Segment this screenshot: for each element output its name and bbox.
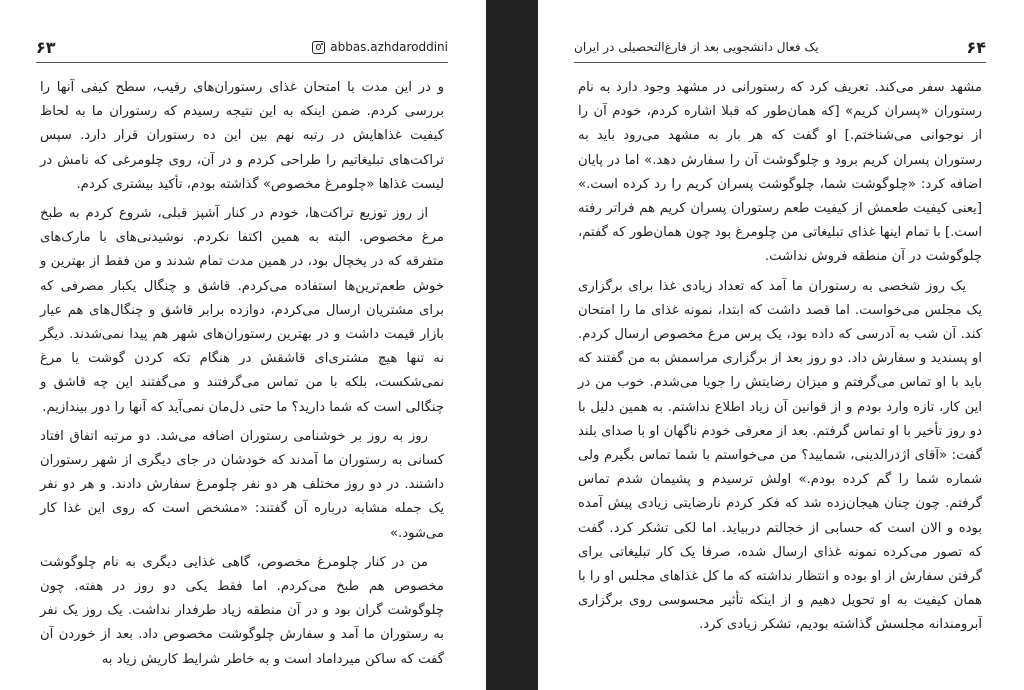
book-gutter	[486, 0, 538, 690]
paragraph: روز به روز بر خوشنامی رستوران اضافه می‌شد. دو مرتبه اتفاق افتاد کسانی به رستوران ما آمدند که خودشان در جای دیگری از شهر رستوران داشتند. در دو روز مختلف هر دو نفر چلومرغ سفارش دادند. و هر دو نفر یک جمله مشابه درباره آن گفتند: «مشخص است که روی این غذا کار می‌شود.»	[40, 428, 444, 541]
paragraph: و در این مدت با امتحان غذای رستوران‌های رقیب، سطح کیفی آنها را بررسی کردم. ضمن اینکه به این نتیجه رسیدم که رستوران ما به لحاظ کیفیت غذاهایش در رتبه نهم بین این ده رستوران قرار دارد. سپس تراکت‌های تبلیغاتیم را طراحی کردم و در آن، روی چلومرغی که نامش در لیست غذاها «چلومرغ مخصوص» گذاشته بودم، تأکید بیشتری کردم.	[40, 80, 444, 192]
paragraph: از روز توزیع تراکت‌ها، خودم در کنار آشپز قبلی، شروع کردم به طبخ مرغ مخصوص. البته به همین اکتفا نکردم. نوشیدنی‌های با مارک‌های متفرقه که در یخچال بود، در همین مدت تمام شدند و من فقط از بهترین و خوش طعم‌ترین‌ها استفاده می‌کردم. قاشق و چنگال یکبار مصرفی که برای مشتریان ارسال می‌کردم، دوازده برابر قاشق و چنگال‌های هم عیار بازار قیمت داشت و در بهترین رستوران‌های شهر هم پیدا نمی‌شدند. دیگر نه تنها هیچ مشتری‌ای قاشقش در هنگام تکه کردن گوشت یا مرغ نمی‌شکست، بلکه با من تماس می‌گرفتند و می‌گفتند این چه قاشق و چنگالی است که شما دارید؟ ما حتی دل‌مان نمی‌آید که آنها را دور بیندازیم.	[40, 206, 444, 415]
header-rule	[574, 62, 986, 63]
header-rule	[36, 62, 448, 63]
page-number: ۶۳	[36, 38, 56, 57]
author-handle-text: abbas.azhdaroddini	[330, 40, 448, 54]
page-number: ۶۴	[966, 38, 986, 57]
paragraph: مشهد سفر می‌کند. تعریف کرد که رستورانی در مشهد وجود دارد به نام رستوران «پسران کریم» [که همان‌طور که قبلا اشاره کردم، خودم آن را از نوجوانی می‌شناختم.] او گفت که هر بار به مشهد می‌رود باید به رستوران پسران کریم برود و چلوگوشت آن را سفارش دهد.» اما در پایان اضافه کرد: «چلوگوشت شما، چلوگوشت پسران کریم را رد کرده است.» [یعنی کیفیت طعمش از کیفیت طعم رستوران پسران کریم هم فراتر رفته است.] با تمام اینها غذای تبلیغاتی من چلومرغ بود چون همان‌طور که گفتم، چلوگوشت در آن منطقه فروش نداشت.	[578, 80, 982, 265]
page-body	[578, 76, 982, 643]
page-header	[36, 38, 448, 60]
paragraph: یک روز شخصی به رستوران ما آمد که تعداد زیادی غذا برای برگزاری یک مجلس می‌خواست. اما قصد داشت که ابتدا، نمونه غذای ما را امتحان کند. آن شب به آدرسی که داده بود، یک پرس مرغ مخصوص ارسال کردم. او پسندید و سفارش داد. دو روز بعد از برگزاری مراسمش به من گفتند که باید با او تماس می‌گرفتم و میزان رضایتش را جویا می‌شدم. خوب من در این کار، تازه وارد بودم و از قوانین آن زیاد اطلاع نداشتم. به همین دلیل با دو روز تأخیر با او تماس گرفتم. بعد از معرفی خودم ناگهان او با صدای بلند گفت: «آقای اژدرالدینی، شمایید؟ من می‌خواستم با شما تماس بگیرم ولی شماره شما را گم کرده بودم.» اولش ترسیدم و پشیمان شدم تماس گرفتم. چون چنان هیجان‌زده شد که فکر کردم نارضایتی زیادی پیش آمده بوده و الان است که حسابی از خجالتم دربیاید. اما لکی تشکر کرد. گفت که تصور می‌کرده نمونه غذای ارسال شده، صرفا یک کار تبلیغاتی برای گرفتن سفارش از او بوده و انتظار نداشته که ما کل غذاهای مجلس او را با همان کیفیت به او تحویل دهیم و از اینکه تأثیر محسوسی روی برگزاری آبرومندانه مجلسش گذاشته بودیم، تشکر زیادی کرد.	[578, 278, 982, 633]
book-title: یک فعال دانشجویی بعد از فارغ‌التحصیلی در ایران	[574, 40, 819, 54]
right-page	[538, 0, 1024, 690]
left-page	[0, 0, 486, 690]
author-handle	[312, 40, 448, 54]
page-header	[574, 38, 986, 60]
instagram-icon	[312, 41, 325, 54]
paragraph: من در کنار چلومرغ مخصوص، گاهی غذایی دیگری به نام چلوگوشت مخصوص هم طبخ می‌کردم. اما فقط یکی دو روز در هفته. چون چلوگوشت گران بود و در آن منطقه زیاد طرفدار نداشت. یک روز یک نفر به رستوران ما آمد و سفارش چلوگوشت مخصوص داد. بعد از خوردن آن گفت که ساکن میرداماد است و به خاطر شرایط کاریش زیاد به	[40, 554, 444, 667]
page-body	[40, 76, 444, 677]
